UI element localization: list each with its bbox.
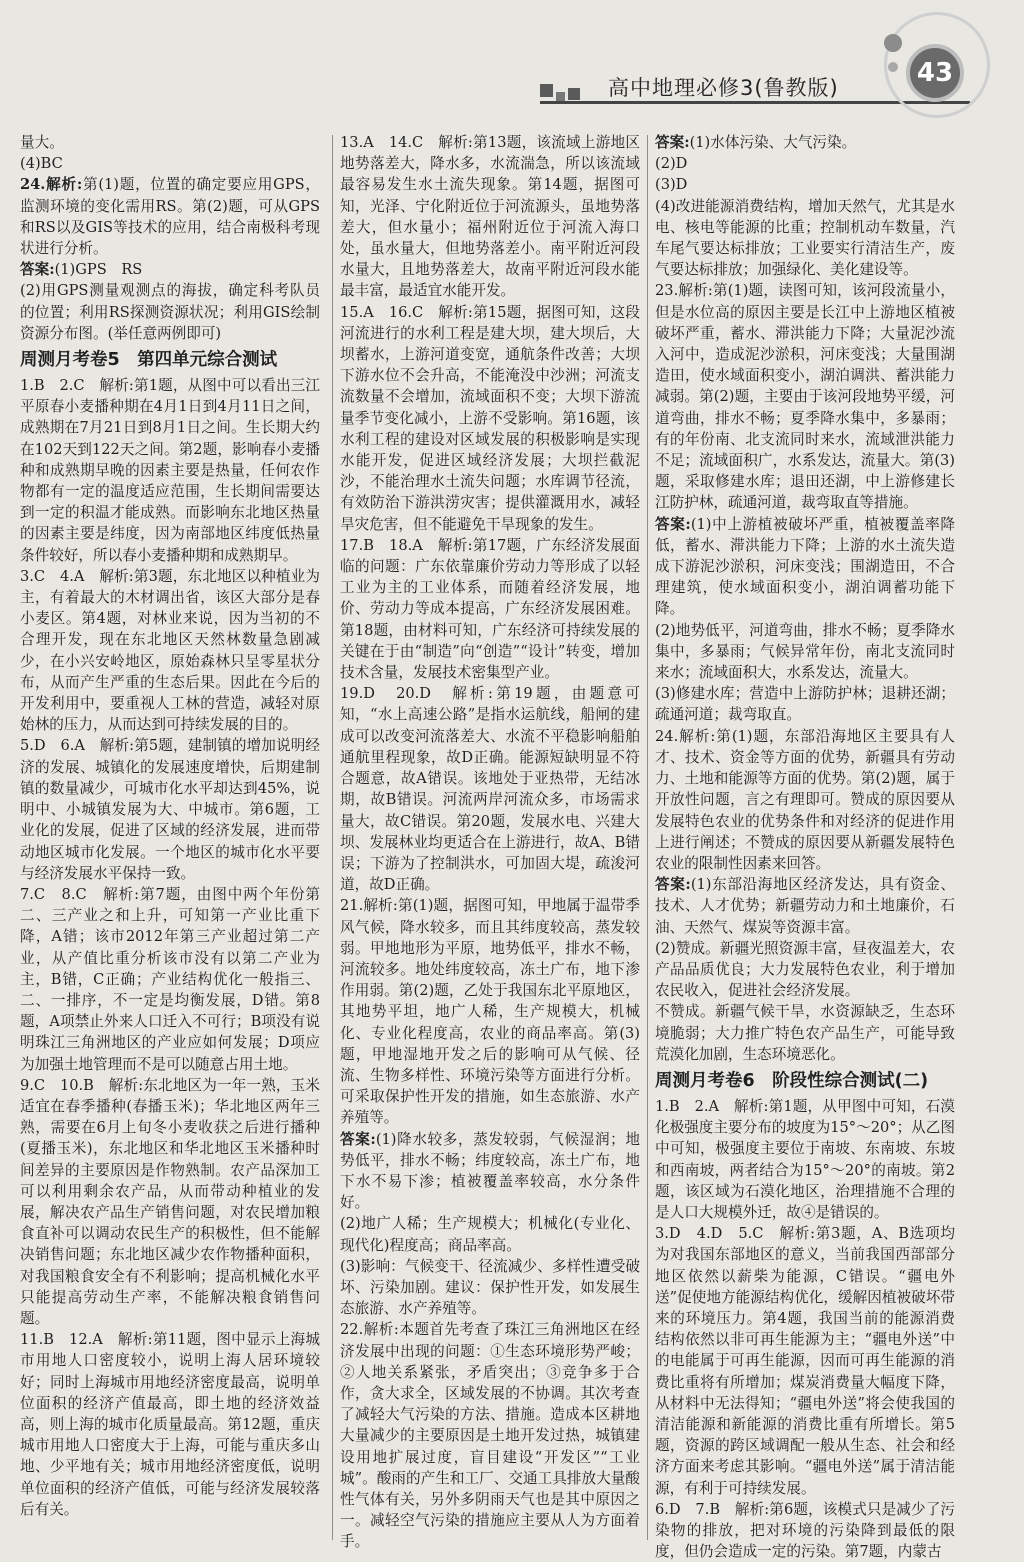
- paragraph-text: (1)GPS RS: [54, 261, 143, 279]
- answer-paragraph: [655, 1223, 955, 1499]
- paragraph-text: 量大。: [20, 134, 64, 151]
- paragraph-text: 7.C 8.C 解析:第7题，由图中两个年份第二、三产业之和上升，可知第一产业比重下降，A错；该市2012年第三产业超过第二产业，从产值比重分析该市没有以第二产业为主，B错，C正确；产业结构优化一般指三、二、一排序，不一定是均衡发展，D错。第8题，A项禁止外来人口迁入不可行；B项没有说明珠江三角洲地区的产业应如何发展；D项应为加强土地管理而不是可以随意占用土地。: [20, 885, 320, 1073]
- paragraph-text: 24.解析:第(1)题，东部沿海地区主要具有人才、技术、资金等方面的优势，新疆具有劳动力、土地和能源等方面的优势。第(2)题，属于开放性问题，言之有理即可。赞成的原因要从发展特色农业的优势条件和对经济的促进作用上进行阐述；不赞成的原因要从新疆发展特色农业的限制性因素来回答。: [655, 727, 955, 872]
- paragraph-text: 11.B 12.A 解析:第11题，图中显示上海城市用地人口密度较小，说明上海人居环境较好；同时上海城市用地经济密度最高，说明单位面积的经济产值最高，即土地的经济效益高，则上海的城市化质量最高。第12题，重庆城市用地人口密度大于上海，可能与重庆多山地、少平地有关；城市用地经济密度低，说明单位面积的经济产值低，可能与经济发展较落后有关。: [20, 1331, 320, 1518]
- decor-square: [568, 88, 580, 100]
- paragraph-text: 9.C 10.B 解析:东北地区为一年一熟，玉米适宜在春季播种(春播玉米)；华北地区两年三熟，需要在6月上旬冬小麦收获之后进行播种(夏播玉米)，东北地区和华北地区玉米播种时间差异的主要原因是作物熟制。农产品深加工可以利用剩余农产品，从而带动种植业的发展，解决农产品生产销售问题，对农民增加粮食直补可以调动农民生产的积极性，但不能解决销售问题；东北地区减少农作物播种面积，对我国粮食安全有不利影响；提高机械化水平只能提高劳动生产率，不能解决粮食销售问题。: [20, 1076, 320, 1327]
- column-middle: [340, 132, 640, 1551]
- paragraph-text: (4)改进能源消费结构，增加天然气，尤其是水电、核电等能源的比重；控制机动车数量，汽车尾气要达标排放；工业要实行清洁生产，废气要达标排放；加强绿化、美化建设等。: [655, 197, 955, 279]
- paragraph-text: 1.B 2.C 解析:第1题，从图中可以看出三江平原春小麦播种期在4月1日到4月11日之间，成熟期在7月21日到8月1日之间。生长期大约在102天到122天之间。第2题，影响春小麦播种和成熟期早晚的因素主要是热量，任何农作物都有一定的温度适应范围，生长期间需要达到一定的积温才能成熟。而影响东北地区热量的因素主要是纬度，因为南部地区纬度低热量条件较好，所以春小麦播种期和成熟期早。: [20, 377, 320, 564]
- answer-paragraph: [655, 620, 955, 684]
- paragraph-text: (2)地广人稀；生产规模大；机械化(专业化、现代化)程度高；商品率高。: [340, 1215, 640, 1254]
- paragraph-text: 3.D 4.D 5.C 解析:第3题，A、B选项均为对我国东部地区的意义，当前我国西部部分地区依然以薪柴为能源，C错误。“疆电外送”促使地方能源结构优化，缓解因植被破坏带来的环境压力。第4题，我国当前的能源消费结构依然以非可再生能源为主；“疆电外送”中的电能属于可再生能源，因而可再生能源的消费比重将有所增加；煤炭消费量大幅度下降，从材料中无法得知；“疆电外送”将会使我国的清洁能源和新能源的消费比重有所增长。第5题，资源的跨区域调配一般从生态、社会和经济方面来考虑其影响。“疆电外送”属于清洁能源，有利于可持续发展。: [655, 1225, 955, 1497]
- column-right: [655, 132, 955, 1561]
- paragraph-text: (1)中上游植被破坏严重，植被覆盖率降低，蓄水、滞洪能力下降；上游的水土流失造成下游泥沙淤积，河床变浅；围湖造田，不合理建筑，使水域面积变小，湖泊调蓄功能下降。: [655, 515, 955, 618]
- answer-paragraph: [20, 375, 320, 566]
- answer-paragraph: [655, 683, 955, 725]
- paragraph-text: (3)影响：气候变干、径流减少、多样性遭受破坏、污染加剧。建议：保护性开发，如发展生态旅游、水产养殖等。: [340, 1257, 640, 1318]
- decor-square: [556, 92, 565, 101]
- paragraph-text: 17.B 18.A 解析:第17题，广东经济发展面临的问题：广东依靠廉价劳动力等形成了以轻工业为主的工业体系，而随着经济发展，地价、劳动力等成本提高，广东经济发展困难。第18题，由材料可知，广东经济可持续发展的关键在于由“制造”向“创造”“设计”转变，增加技术含量，发展技术密集型产业。: [340, 536, 640, 682]
- paragraph-text: 22.解析:本题首先考查了珠江三角洲地区在经济发展中出现的问题：①生态环境形势严峻；②人地关系紧张，矛盾突出；③竞争多于合作，贪大求全，区域发展的不协调。其次考查了减轻大气污染的方法、措施。造成本区耕地大量减少的主要原因是土地开发过热，城镇建设用地扩展过度，盲目建设“开发区”“工业城”。酸雨的产生和工厂、交通工具排放大量酸性气体有关，另外多阴雨天气也是其中原因之一。减轻空气污染的措施应主要从人为方面着手。: [340, 1321, 640, 1551]
- answer-paragraph: [20, 735, 320, 883]
- paragraph-text: 不赞成。新疆气候干旱，水资源缺乏，生态环境脆弱；大力推广特色农产品生产，可能导致荒漠化加剧，生态环境恶化。: [655, 1003, 955, 1063]
- decor-square: [540, 84, 553, 97]
- answer-paragraph: [20, 153, 320, 174]
- paragraph-text: 21.解析:第(1)题，据图可知，甲地属于温带季风气候，降水较多，而且其纬度较高，蒸发较弱。甲地地形为平原，地势低平，排水不畅，河流较多。地处纬度较高，冻土广布，地下渗作用弱。第(2)题，乙处于我国东北平原地区，其地势平坦，地广人稀，生产规模大，机械化、专业化程度高，农业的商品率高。第(3)题，甲地湿地开发之后的影响可从气候、径流、生物多样性、环境污染等方面进行分析。可采取保护性开发的措施，如生态旅游、水产养殖等。: [340, 897, 640, 1127]
- paragraph-label: 24.解析:: [20, 176, 83, 194]
- book-title: 高中地理必修3(鲁教版): [608, 76, 839, 100]
- paragraph-label: 答案:: [655, 134, 690, 151]
- paragraph-text: (2)D: [655, 155, 688, 173]
- answer-paragraph: [20, 174, 320, 259]
- answer-paragraph: [655, 726, 955, 874]
- answer-paragraph: [655, 1499, 955, 1562]
- answer-paragraph: [655, 514, 955, 620]
- answer-paragraph: [655, 174, 955, 195]
- column-left: [20, 132, 320, 1542]
- answer-paragraph: [20, 280, 320, 344]
- paragraph-text: (4)BC: [20, 155, 63, 173]
- paragraph-text: (1)水体污染、大气污染。: [689, 134, 857, 151]
- paragraph-text: 19.D 20.D 解析:第19题，由题意可知，“水上高速公路”是指水运航线，船闸的建成可以改变河流落差大、水流不平稳影响船舶通航里程现象，故D正确。能源短缺明显不符合题意，故A错误。该地处于亚热带，无结冰期，故B错误。河流两岸河流众多，市场需求量大，故C错误。第20题，发展水电、兴建大坝、发展林业均更适合在上游进行，故A、B错误；下游为了控制洪水，可加固大堤，疏浚河道，故D正确。: [340, 685, 640, 894]
- paragraph-text: (3)修建水库；营造中上游防护林；退耕还湖；疏通河道；裁弯取直。: [655, 685, 955, 724]
- answer-paragraph: [20, 132, 320, 153]
- paragraph-label: 答案:: [655, 515, 691, 533]
- answer-paragraph: [340, 1319, 640, 1552]
- answer-paragraph: [340, 302, 640, 535]
- paragraph-text: (1)降水较多，蒸发较弱，气候湿润；地势低平，排水不畅；纬度较高，冻土广布，地下水不易下渗；植被覆盖率较高，水分条件好。: [340, 1130, 640, 1212]
- answer-paragraph: [655, 938, 955, 1002]
- decor-dot: [884, 34, 902, 52]
- answer-paragraph: [20, 884, 320, 1075]
- answer-paragraph: [655, 280, 955, 513]
- paragraph-text: 1.B 2.A 解析:第1题，从甲图中可知，石漠化极强度主要分布的坡度为15°～20°；从乙图中可知，极强度主要位于南坡、东南坡、东坡和西南坡，两者结合为15°～20°的南坡。第2题，该区域为石漠化地区，治理措施不合理的是人口大规模外迁，故④是错误的。: [655, 1097, 955, 1221]
- answer-paragraph: [340, 1213, 640, 1255]
- answer-paragraph: [20, 1075, 320, 1329]
- paragraph-text: 3.C 4.A 解析:第3题，东北地区以种植业为主，有着最大的木材调出省，该区大部分是春小麦区。第4题，对林业来说，因为当初的不合理开发，现在东北地区天然林数量急剧减少，在小兴安岭地区，原始森林只呈零星状分布，从而产生严重的生态后果。因此在今后的开发利用中，要重视人工林的营造，减轻对原始林的压力，从而达到可持续发展的目的。: [20, 567, 320, 734]
- paragraph-text: (2)用GPS测量观测点的海拔，确定科考队员的位置；利用RS探测资源状况；利用GIS绘制资源分布图。(举任意两例即可): [20, 282, 320, 342]
- answer-paragraph: [340, 132, 640, 302]
- paragraph-text: 6.D 7.B 解析:第6题，该模式只是减少了污染物的排放，把对环境的污染降到最低的限度，但仍会造成一定的污染。第7题，内蒙古: [655, 1500, 955, 1561]
- page-number-badge: [906, 44, 964, 102]
- paragraph-text: 15.A 16.C 解析:第15题，据图可知，这段河流进行的水利工程是建大坝，建大坝后，大坝蓄水，上游河道变宽，通航条件改善；大坝下游水位不会升高，不能淹没中沙洲；河流支流数量不会增加，流域面积不变；大坝下游流量季节变化减小，上游不受影响。第16题，该水利工程的建设对区域发展的积极影响是实现水能开发，促进区域经济发展；大坝拦截泥沙，不能治理水土流失问题；水库调节径流，有效防治下游洪涝灾害；提供灌溉用水，减轻旱灾危害，但不能避免干旱现象的发生。: [340, 303, 640, 533]
- section-heading: 周测月考卷5 第四单元综合测试: [20, 350, 278, 371]
- paragraph-label: 答案:: [20, 261, 55, 279]
- paragraph-text: 第(1)题，位置的确定要应用GPS，监测环境的变化需用RS。第(2)题，可从GPS和RS以及GIS等技术的应用，结合南极科考现状进行分析。: [20, 176, 320, 258]
- answer-paragraph: [655, 153, 955, 174]
- paragraph-text: (2)赞成。新疆光照资源丰富，昼夜温差大，农产品品质优良；大力发展特色农业，利于增加农民收入，促进社会经济发展。: [655, 939, 955, 1000]
- answer-paragraph: [20, 259, 320, 280]
- answer-paragraph: [655, 1096, 955, 1223]
- page-number: 43: [916, 58, 954, 88]
- column-divider: [332, 135, 333, 1540]
- paragraph-text: 5.D 6.A 解析:第5题，建制镇的增加说明经济的发展、城镇化的发展速度增快，后期建制镇的数量减少，可城市化水平却达到45%，说明中、小城镇发展为大、中城市。第6题，工业化的发展，促进了区域的经济发展，进而带动地区城市化发展。一个地区的城市化水平要与经济发展水平保持一致。: [20, 737, 320, 882]
- answer-paragraph: [340, 1256, 640, 1320]
- paragraph-text: (2)地势低平，河道弯曲，排水不畅；夏季降水集中，多暴雨；气候异常年份，南北支流同时来水；流域面积大，水系发达，流量大。: [655, 621, 955, 682]
- page-header: [0, 0, 1024, 135]
- section-heading: 周测月考卷6 阶段性综合测试(二): [655, 1070, 929, 1091]
- paragraph-text: (3)D: [655, 176, 688, 194]
- paragraph-label: 答案:: [655, 876, 691, 894]
- paragraph-text: 23.解析:第(1)题，读图可知，该河段流量小，但是水位高的原因主要是长江中上游地区植被破坏严重，蓄水、滞洪能力下降；大量泥沙流入河中，造成泥沙淤积，河床变浅；大量围湖造田，使水域面积变小，湖泊调洪、蓄洪能力减弱。第(2)题，主要由于该河段地势平缓，河道弯曲，排水不畅；夏季降水集中，多暴雨；有的年份南、北支流同时来水，流域泄洪能力不足；流域面积广，水系发达，流量大。第(3)题，采取修建水库；退田还湖，中上游修建长江防护林，疏通河道，裁弯取直等措施。: [655, 282, 955, 512]
- decor-dot: [888, 62, 898, 72]
- answer-paragraph: [340, 895, 640, 1128]
- answer-paragraph: [655, 132, 955, 153]
- answer-paragraph: [20, 566, 320, 736]
- paragraph-text: 13.A 14.C 解析:第13题，该流域上游地区地势落差大，降水多，水流湍急，所以该流域最容易发生水土流失现象。第14题，据图可知，光泽、宁化附近位于河流源头，虽地势落差大，但水量小；福州附近位于河流入海口处，虽水量大，但地势落差小。南平附近河段水量大，且地势落差大，故南平附近河段水能最丰富，最适宜水能开发。: [340, 134, 640, 300]
- column-divider: [647, 135, 648, 1540]
- answer-paragraph: [655, 874, 955, 938]
- answer-paragraph: [340, 683, 640, 895]
- paragraph-text: (1)东部沿海地区经济发达，具有资金、技术、人才优势；新疆劳动力和土地廉价，石油、天然气、煤炭等资源丰富。: [655, 876, 955, 936]
- paragraph-label: 答案:: [340, 1130, 376, 1148]
- answer-paragraph: [340, 1129, 640, 1214]
- answer-paragraph: [340, 535, 640, 683]
- answer-paragraph: [20, 1329, 320, 1520]
- answer-paragraph: [655, 1001, 955, 1065]
- answer-paragraph: [655, 196, 955, 281]
